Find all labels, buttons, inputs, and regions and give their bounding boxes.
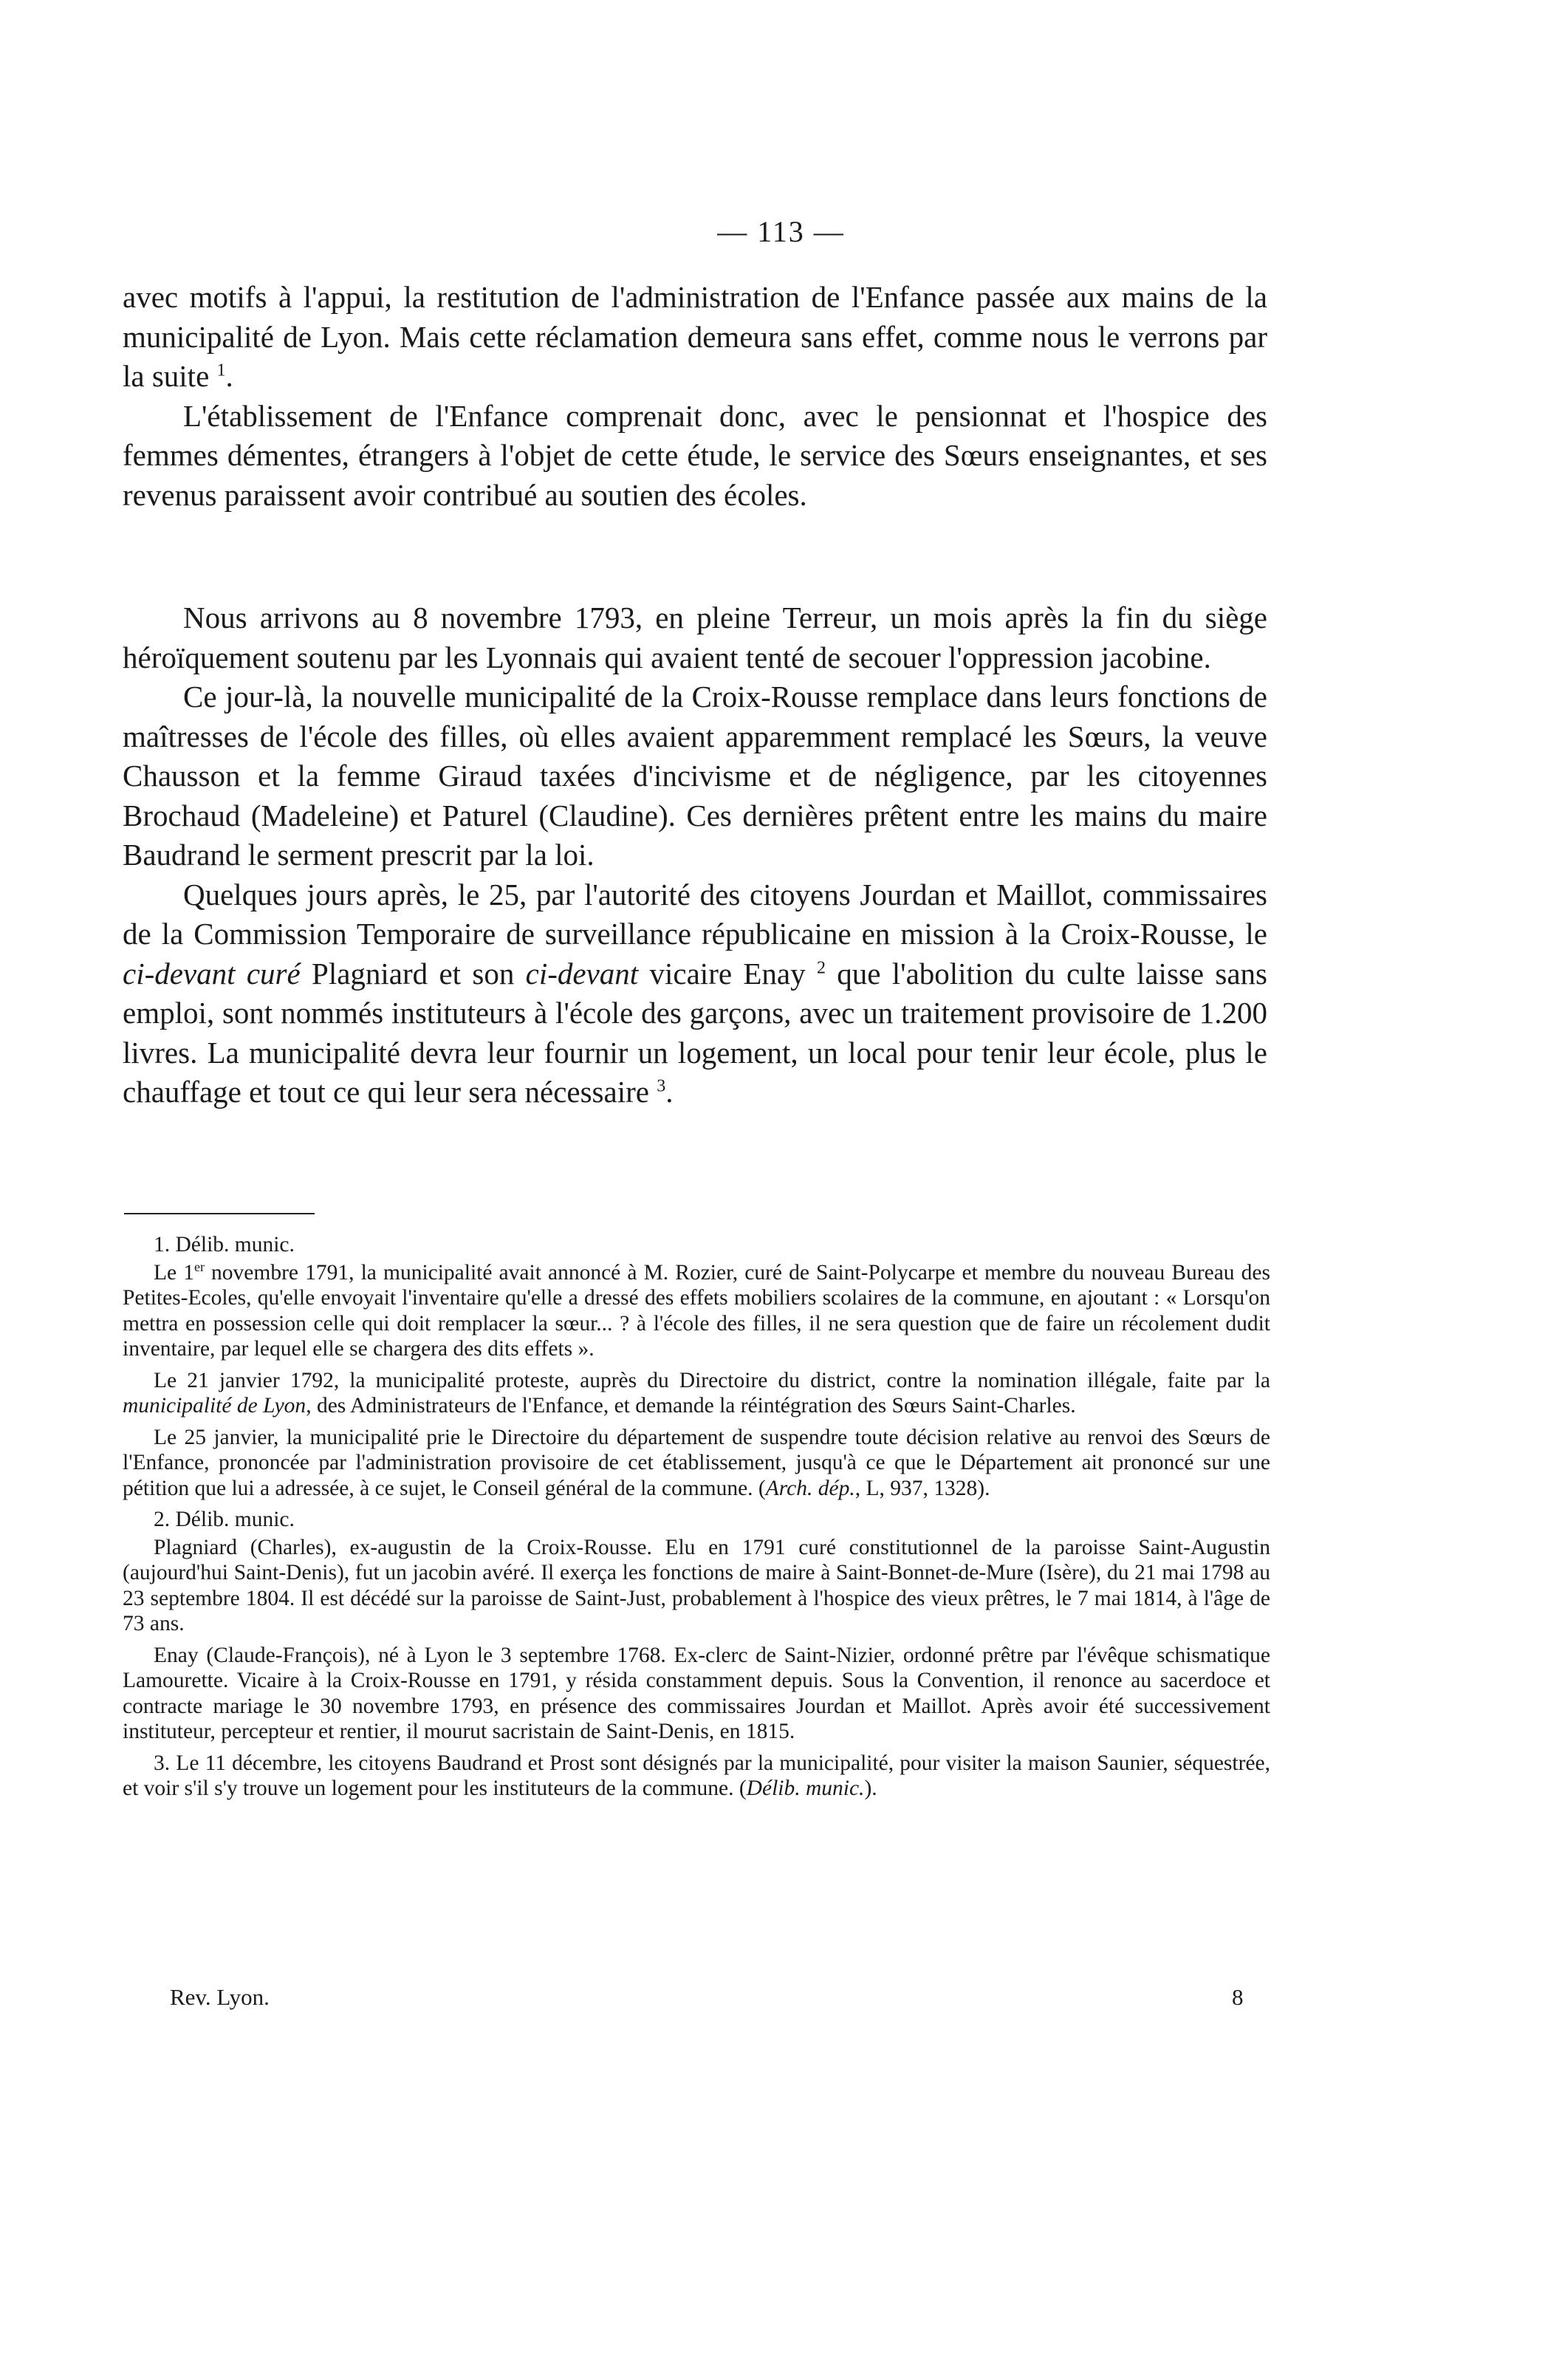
footnote-1-para-1: Le 1er novembre 1791, la municipalité avait annoncé à M. Rozier, curé de Saint-Polycarpe et membre du nouveau Bureau des Petites-Ecoles, qu'elle envoyait l'inventaire qu'elle a dressé des effets mobiliers scolaires de la commune, en ajoutant : « Lorsqu'on mettra en possession celle qui doit remplacer la sœur... ? à l'école des filles, il ne sera question que de faire un récolement dudit inventaire, par lequel elle se chargera des dits effets ». [123, 1259, 1270, 1361]
paragraph-1: avec motifs à l'appui, la restitution de l'administration de l'Enfance passée aux mains de la municipalité de Lyon. Mais cette réclamation demeura sans effet, comme nous le verrons par la suite $^1$. [123, 280, 1267, 393]
body-text-lower [123, 598, 1267, 1112]
body-text-upper [123, 278, 1267, 515]
paragraph-3: Nous arrivons au 8 novembre 1793, en pleine Terreur, un mois après la fin du siège héroïquement soutenu par les Lyonnais qui avaient tenté de secouer l'oppression jacobine. [123, 601, 1267, 674]
footnote-ref-3[interactable]: 3 [657, 1076, 666, 1096]
journal-abbreviation: Rev. Lyon. [170, 1984, 270, 2010]
footnote-2-para-1: Plagniard (Charles), ex-augustin de la Croix-Rousse. Elu en 1791 curé constitutionnel de la paroisse Saint-Augustin (aujourd'hui Saint-Denis), fut un jacobin avéré. Il exerça les fonctions de maire à Saint-Bonnet-de-Mure (Isère), du 21 mai 1798 au 23 septembre 1804. Il est décédé sur la paroisse de Saint-Just, probablement à l'hospice des vieux prêtres, le 7 mai 1814, à l'âge de 73 ans. [123, 1535, 1270, 1635]
footnote-2-para-2: Enay (Claude-François), né à Lyon le 3 septembre 1768. Ex-clerc de Saint-Nizier, ordonné prêtre par l'évêque schismatique Lamourette. Vicaire à la Croix-Rousse en 1791, y résida constamment depuis. Sous la Convention, il renonce au sacerdoce et contracte mariage le 30 novembre 1793, en présence des commissaires Jourdan et Maillot. Après avoir été successivement instituteur, percepteur et rentier, il mourut sacristain de Saint-Denis, en 1815. [123, 1643, 1270, 1743]
footnote-ref-2[interactable]: 2 [816, 957, 826, 977]
paragraph-2: L'établissement de l'Enfance comprenait donc, avec le pensionnat et l'hospice des femmes démentes, étrangers à l'objet de cette étude, le service des Sœurs enseignantes, et ses revenus paraissent avoir contribué au soutien des écoles. [123, 398, 1267, 512]
footnotes [123, 1232, 1270, 1808]
footnote-3: 3. Le 11 décembre, les citoyens Baudrand et Prost sont désignés par la municipalité, pour visiter la maison Saunier, séquestrée, et voir s'il s'y trouve un logement pour les instituteurs de la commune. (Délib. munic.). [123, 1751, 1270, 1800]
footnote-2-label: 2. Délib. munic. [154, 1508, 295, 1531]
footnote-1-para-2: Le 21 janvier 1792, la municipalité proteste, auprès du Directoire du district, contre la nomination illégale, faite par la municipalité de Lyon, des Administrateurs de l'Enfance, et demande la réintégration des Sœurs Saint-Charles. [123, 1368, 1270, 1418]
footnote-1-para-3: Le 25 janvier, la municipalité prie le Directoire du département de suspendre toute décision relative au renvoi des Sœurs de l'Enfance, prononcée par l'administration provisoire de cet établissement, jusqu'à ce que le Département ait prononcé sur une pétition que lui a adressée, à ce sujet, le Conseil général de la commune. (Arch. dép., L, 937, 1328). [123, 1425, 1270, 1500]
paragraph-5: Quelques jours après, le 25, par l'autorité des citoyens Jourdan et Maillot, commissaires de la Commission Temporaire de surveillance républicaine en mission à la Croix-Rousse, le ci-devant curé Plagniard et son ci-devant vicaire Enay $^2$ que l'abolition du culte laisse sans emploi, sont nommés instituteurs à l'école des garçons, avec un traitement provisoire de 1.200 livres. La municipalité devra leur fournir un logement, un local pour tenir leur école, plus le chauffage et tout ce qui leur sera nécessaire $^3$. [123, 877, 1267, 1109]
footnote-1-label: 1. Délib. munic. [154, 1233, 295, 1256]
paragraph-4: Ce jour-là, la nouvelle municipalité de la Croix-Rousse remplace dans leurs fonctions de maîtresses de l'école des filles, où elles avaient apparemment remplacé les Sœurs, la veuve Chausson et la femme Giraud taxées d'incivisme et de négligence, par les citoyennes Brochaud (Madeleine) et Paturel (Claudine). Ces dernières prêtent entre les mains du maire Baudrand le serment prescrit par la loi. [123, 680, 1267, 872]
page-number: — 113 — [717, 215, 845, 248]
signature-mark: 8 [1232, 1984, 1244, 2010]
footnote-divider [124, 1213, 315, 1214]
footnote-ref-1[interactable]: 1 [216, 360, 226, 380]
